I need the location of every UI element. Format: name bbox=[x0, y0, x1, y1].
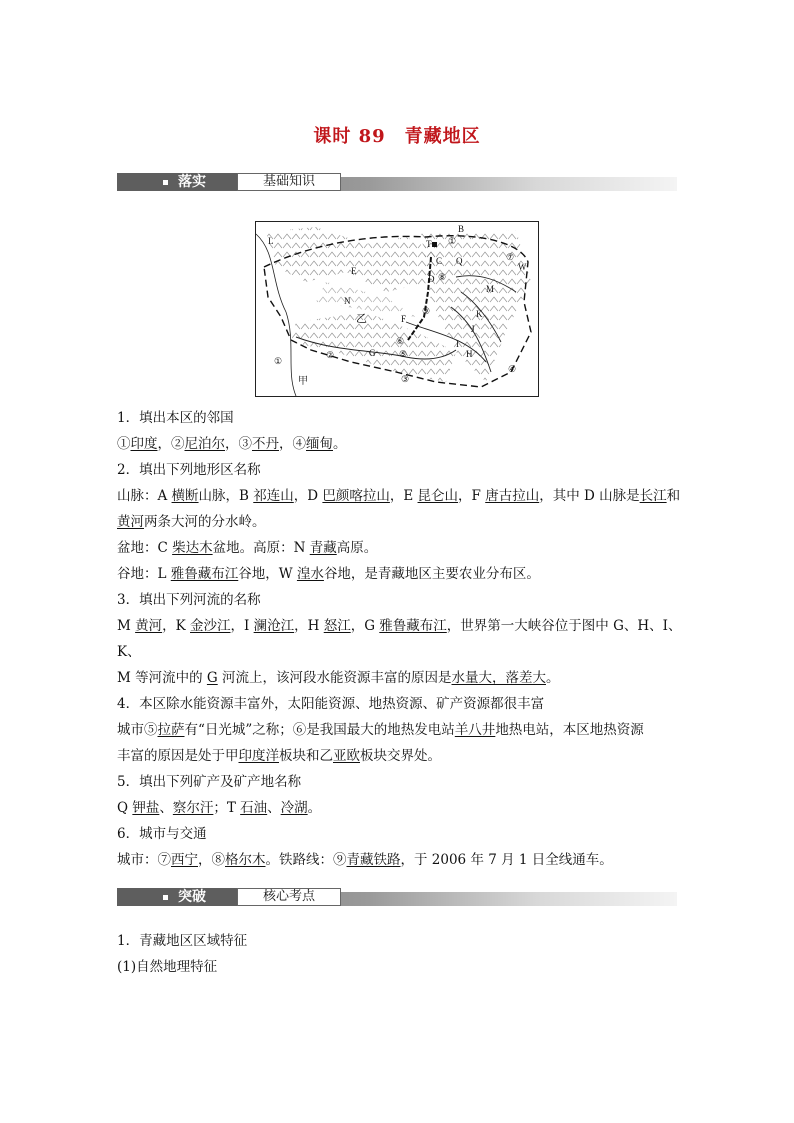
map-label-B: B bbox=[458, 224, 465, 234]
prompt-text: 谷地：L bbox=[117, 566, 171, 582]
square-bullet-icon bbox=[163, 180, 168, 185]
prompt-text: 谷地，是青藏地区主要农业分布区。 bbox=[323, 566, 540, 582]
map-label-9: ⑨ bbox=[422, 306, 431, 316]
map-label-W: W bbox=[518, 262, 527, 272]
answer-text: 不丹 bbox=[252, 436, 279, 452]
q2-valley bbox=[117, 561, 683, 587]
map-label-F: F bbox=[401, 314, 407, 324]
map-label-M: M bbox=[486, 284, 495, 294]
prompt-text: ，H bbox=[294, 618, 324, 634]
prompt-text: 山脉：A bbox=[117, 488, 172, 504]
prompt-text: ，E bbox=[389, 488, 418, 504]
answer-text: 拉萨 bbox=[157, 722, 185, 738]
prompt-text: 、 bbox=[159, 800, 173, 816]
answer-text: 雅鲁藏布江 bbox=[379, 618, 447, 634]
map-label-1-india: ① bbox=[274, 356, 283, 366]
map-label-I: I bbox=[456, 339, 459, 349]
prompt-text: M bbox=[117, 618, 136, 634]
prompt-text: M 等河流中的 bbox=[117, 670, 207, 686]
section-tag-dark bbox=[117, 173, 237, 191]
map-label-C: C bbox=[436, 256, 443, 266]
page-title: 课时 89 青藏地区 bbox=[313, 126, 481, 147]
prompt-text: 丰富的原因是处于甲 bbox=[117, 748, 239, 764]
map-label-yi: 乙 bbox=[356, 313, 367, 325]
answer-text: 羊八井 bbox=[454, 722, 496, 738]
map-label-H: H bbox=[466, 349, 473, 359]
map-label-D: D bbox=[428, 274, 435, 284]
map-label-L: L bbox=[268, 236, 274, 246]
q1-heading: 1．填出本区的邻国 bbox=[117, 410, 234, 426]
map-label-circle1: ① bbox=[448, 236, 457, 246]
qinghai-tibet-map bbox=[255, 221, 539, 397]
prompt-text: 城市⑤ bbox=[117, 722, 158, 738]
answer-text: 巴颜喀拉山 bbox=[322, 488, 390, 504]
prompt-text: 和 bbox=[666, 488, 681, 504]
section-tag-dark-label: 突破 bbox=[178, 889, 206, 905]
answer-text: 水量大，落差大 bbox=[451, 670, 546, 686]
mining-site-icon bbox=[432, 242, 437, 247]
prompt-text: 、 bbox=[267, 800, 281, 816]
answer-text: 黄河 bbox=[117, 514, 144, 530]
q6-heading: 6．城市与交通 bbox=[117, 826, 207, 842]
prompt-text: ，于 2006 年 7 月 1 日全线通车。 bbox=[400, 852, 613, 868]
answer-text: 唐古拉山 bbox=[485, 488, 540, 504]
prompt-text: 谷地，W bbox=[238, 566, 297, 582]
prompt-text: 板块和乙 bbox=[279, 748, 333, 764]
answer-text: 祁连山 bbox=[253, 488, 294, 504]
prompt-text: 城市：⑦ bbox=[117, 852, 171, 868]
prompt-text: 。 bbox=[307, 800, 322, 816]
section-header-key-points bbox=[117, 888, 677, 906]
map-label-K: K bbox=[476, 309, 483, 319]
basics-content bbox=[117, 405, 683, 873]
answer-text: 怒江 bbox=[323, 618, 351, 634]
map-label-4: ④ bbox=[508, 364, 517, 374]
prompt-text: ，D bbox=[293, 488, 323, 504]
map-label-G: G bbox=[369, 348, 376, 358]
map-label-N: N bbox=[344, 296, 351, 306]
q5-answer bbox=[117, 795, 683, 821]
map-label-J: J bbox=[471, 324, 475, 334]
map-svg bbox=[256, 222, 538, 396]
answer-text: 湟水 bbox=[296, 566, 324, 582]
q4-line1 bbox=[117, 717, 683, 743]
answer-text: 察尔汗 bbox=[172, 800, 214, 816]
prompt-text: ，I bbox=[230, 618, 254, 634]
map-label-5: ⑤ bbox=[399, 349, 408, 359]
square-bullet-icon bbox=[163, 895, 168, 900]
answer-text: 横断 bbox=[171, 488, 199, 504]
section-header-basics bbox=[117, 173, 677, 191]
prompt-text: 板块交界处。 bbox=[360, 748, 441, 764]
answer-text: 石油 bbox=[240, 800, 268, 816]
prompt-text: 。 bbox=[546, 670, 560, 686]
q3-heading: 3．填出下列河流的名称 bbox=[117, 592, 261, 608]
q2-mountains bbox=[117, 483, 683, 509]
map-label-T: T bbox=[426, 239, 432, 249]
prompt-text: 有“日光城”之称；⑥是我国最大的地热发电站 bbox=[184, 722, 455, 738]
key-points-content bbox=[117, 928, 683, 980]
prompt-text: 。 bbox=[333, 436, 347, 452]
answer-text: 长江 bbox=[639, 488, 667, 504]
map-label-8: ⑧ bbox=[438, 272, 447, 282]
prompt-text: ，⑧ bbox=[198, 852, 225, 868]
prompt-text: 。铁路线：⑨ bbox=[265, 852, 347, 868]
answer-text: 柴达木 bbox=[172, 540, 213, 556]
prompt-text: 盆地：C bbox=[117, 540, 173, 556]
map-label-E: E bbox=[351, 266, 357, 276]
prompt-text: 盆地。高原：N bbox=[212, 540, 310, 556]
section-tag-dark bbox=[117, 888, 237, 906]
prompt-text: ，② bbox=[157, 436, 185, 452]
answer-text: 印度洋 bbox=[238, 748, 279, 764]
answer-text: 澜沧江 bbox=[253, 618, 295, 634]
answer-text: 青藏铁路 bbox=[346, 852, 401, 868]
q5-heading: 5．填出下列矿产及矿产地名称 bbox=[117, 774, 302, 790]
map-label-7: ⑦ bbox=[506, 252, 515, 262]
answer-text: 西宁 bbox=[171, 852, 198, 868]
prompt-text: ，④ bbox=[279, 436, 306, 452]
answer-text: 青藏 bbox=[309, 540, 337, 556]
q2-mountains-cont bbox=[117, 509, 683, 535]
answer-text: 冷湖 bbox=[280, 800, 308, 816]
part2-subheading: (1)自然地理特征 bbox=[117, 959, 218, 975]
prompt-text: ；T bbox=[213, 800, 241, 816]
prompt-text: ，其中 D 山脉是 bbox=[539, 488, 640, 504]
prompt-text: Q bbox=[117, 800, 133, 816]
map-label-2: ② bbox=[326, 350, 335, 360]
q2-basin bbox=[117, 535, 683, 561]
prompt-text: ，F bbox=[458, 488, 486, 504]
map-label-Q: Q bbox=[456, 256, 463, 266]
section-tag-light: 核心考点 bbox=[237, 888, 341, 906]
q3-line1 bbox=[117, 613, 683, 665]
map-label-3: ③ bbox=[401, 374, 410, 384]
answer-text: 格尔木 bbox=[225, 852, 266, 868]
map-label-jia: 甲 bbox=[298, 376, 308, 387]
q4-heading: 4．本区除水能资源丰富外，太阳能资源、地热资源、矿产资源都很丰富 bbox=[117, 696, 545, 712]
prompt-text: ，K bbox=[162, 618, 191, 634]
prompt-text: 地热电站，本区地热资源 bbox=[495, 722, 644, 738]
prompt-text: ，世界第一大峡谷位于图中 G、H、I、K、 bbox=[117, 618, 682, 660]
answer-text: 亚欧 bbox=[333, 748, 360, 764]
answer-text: 缅甸 bbox=[306, 436, 333, 452]
prompt-text: 两条大河的分水岭。 bbox=[144, 514, 266, 530]
map-label-6: ⑥ bbox=[396, 336, 405, 346]
section-tag-light: 基础知识 bbox=[237, 173, 341, 191]
prompt-text: ① bbox=[117, 436, 131, 452]
prompt-text: 山脉，B bbox=[198, 488, 254, 504]
q4-line2 bbox=[117, 743, 683, 769]
answer-text: 尼泊尔 bbox=[184, 436, 225, 452]
q1-answer bbox=[117, 431, 683, 457]
section-tag-dark-label: 落实 bbox=[178, 174, 206, 190]
q2-heading: 2．填出下列地形区名称 bbox=[117, 462, 261, 478]
answer-text: 黄河 bbox=[135, 618, 163, 634]
answer-text: G bbox=[206, 670, 218, 686]
answer-text: 金沙江 bbox=[190, 618, 231, 634]
prompt-text: ，③ bbox=[225, 436, 252, 452]
q6-answer bbox=[117, 847, 683, 873]
prompt-text: 河流上，该河段水能资源丰富的原因是 bbox=[217, 670, 452, 686]
answer-text: 印度 bbox=[130, 436, 158, 452]
part2-heading: 1．青藏地区区域特征 bbox=[117, 933, 248, 949]
q3-line2 bbox=[117, 665, 683, 691]
answer-text: 钾盐 bbox=[132, 800, 160, 816]
answer-text: 昆仑山 bbox=[417, 488, 459, 504]
prompt-text: 高原。 bbox=[336, 540, 378, 556]
prompt-text: ，G bbox=[350, 618, 380, 634]
answer-text: 雅鲁藏布江 bbox=[170, 566, 239, 582]
